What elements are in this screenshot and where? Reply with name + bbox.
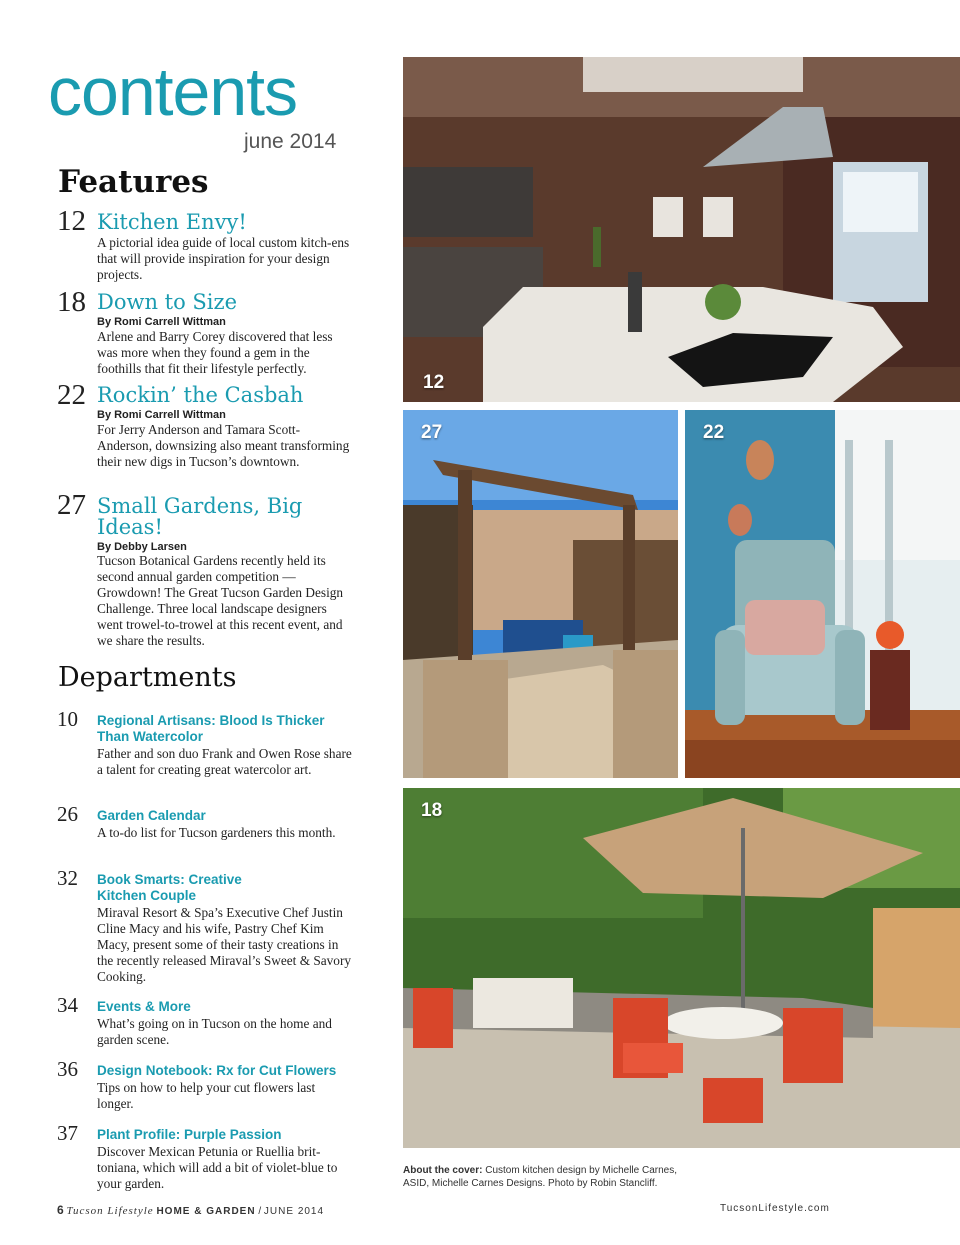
- feature-title[interactable]: Down to Size: [97, 290, 238, 314]
- feature-description: For Jerry Anderson and Tamara Scott-Anderson, downsizing also meant transforming their new digs in Tucson’s downtown.: [97, 422, 350, 469]
- issue-date: june 2014: [244, 130, 337, 153]
- department-title[interactable]: Regional Artisans: Blood Is Thicker Than Watercolor: [97, 713, 325, 744]
- garden-photo[interactable]: [403, 410, 678, 778]
- caption-text: Custom kitchen design by Michelle Carnes, ASID, Michelle Carnes Designs. Photo by Robin Stancliff.: [403, 1165, 677, 1189]
- features-heading: Features: [58, 164, 209, 200]
- cover-caption: [403, 1164, 703, 1190]
- department-description: A to-do list for Tucson gardeners this month.: [97, 825, 336, 840]
- feature-page-number: 27: [57, 489, 86, 521]
- feature-page-number: 18: [57, 286, 86, 318]
- feature-description: Arlene and Barry Corey discovered that less was more when they found a gem in the foothills that fit their lifestyle perfectly.: [97, 329, 333, 376]
- footer-date: JUNE 2014: [263, 1206, 325, 1217]
- department-title[interactable]: Plant Profile: Purple Passion: [97, 1127, 282, 1142]
- feature-title[interactable]: Rockin’ the Casbah: [97, 383, 304, 407]
- page-title: contents: [48, 54, 298, 130]
- feature-page-number: 22: [57, 379, 86, 411]
- feature-description: A pictorial idea guide of local custom kitch-ens that will provide inspiration for your design projects.: [97, 235, 350, 282]
- department-page-number: 32: [57, 866, 78, 890]
- feature-byline: By Romi Carrell Wittman: [97, 316, 226, 328]
- feature-page-number: 12: [57, 205, 86, 237]
- department-title[interactable]: Events & More: [97, 999, 191, 1014]
- feature-byline: By Romi Carrell Wittman: [97, 409, 226, 421]
- chair-photo[interactable]: [685, 410, 960, 778]
- patio-illustration: [403, 788, 960, 1148]
- departments-heading: Departments: [58, 662, 237, 693]
- photo-page-label: 27: [421, 422, 443, 443]
- kitchen-illustration: [403, 57, 960, 402]
- photo-page-label: 12: [423, 372, 445, 393]
- department-page-number: 26: [57, 802, 78, 826]
- department-description: What’s going on in Tucson on the home and garden scene.: [97, 1016, 332, 1047]
- department-description: Miraval Resort & Spa’s Executive Chef Justin Cline Macy and his wife, Pastry Chef Kim Macy, present some of their tasty creations in the recently released Miraval’s Sweet & Savory Cooking.: [97, 905, 352, 984]
- department-description: Tips on how to help your cut flowers last longer.: [97, 1080, 316, 1111]
- feature-title[interactable]: Kitchen Envy!: [97, 210, 247, 234]
- footer-separator: /: [258, 1206, 262, 1217]
- footer-page-number: 6: [57, 1203, 64, 1217]
- department-page-number: 10: [57, 707, 78, 731]
- photo-page-label: 22: [703, 422, 725, 443]
- feature-description: Tucson Botanical Gardens recently held its second annual garden competition — Growdown! The Great Tucson Garden Design Challenge. Three local landscape designers went trowel-to-trowel at this recent event, and we share the results.: [97, 553, 344, 648]
- caption-lead: About the cover:: [403, 1165, 483, 1176]
- department-title[interactable]: Book Smarts: Creative Kitchen Couple: [97, 872, 242, 903]
- department-title[interactable]: Garden Calendar: [97, 808, 206, 823]
- photo-page-label: 18: [421, 800, 443, 821]
- footer-website[interactable]: TucsonLifestyle.com: [720, 1203, 830, 1214]
- footer-left: [57, 1203, 324, 1217]
- patio-photo[interactable]: [403, 788, 960, 1148]
- garden-illustration: [403, 410, 678, 778]
- department-description: Discover Mexican Petunia or Ruellia brit-toniana, which will add a bit of violet-blue to your garden.: [97, 1144, 338, 1191]
- department-page-number: 37: [57, 1121, 78, 1145]
- department-description: Father and son duo Frank and Owen Rose share a talent for creating great watercolor art.: [97, 746, 352, 777]
- feature-title[interactable]: Small Gardens, Big Ideas!: [97, 494, 303, 539]
- kitchen-photo[interactable]: [403, 57, 960, 402]
- chair-illustration: [685, 410, 960, 778]
- department-page-number: 36: [57, 1057, 78, 1081]
- footer-section: HOME & GARDEN: [156, 1206, 256, 1217]
- department-page-number: 34: [57, 993, 78, 1017]
- footer-magazine: Tucson Lifestyle: [66, 1205, 154, 1217]
- feature-byline: By Debby Larsen: [97, 541, 187, 553]
- department-title[interactable]: Design Notebook: Rx for Cut Flowers: [97, 1063, 337, 1078]
